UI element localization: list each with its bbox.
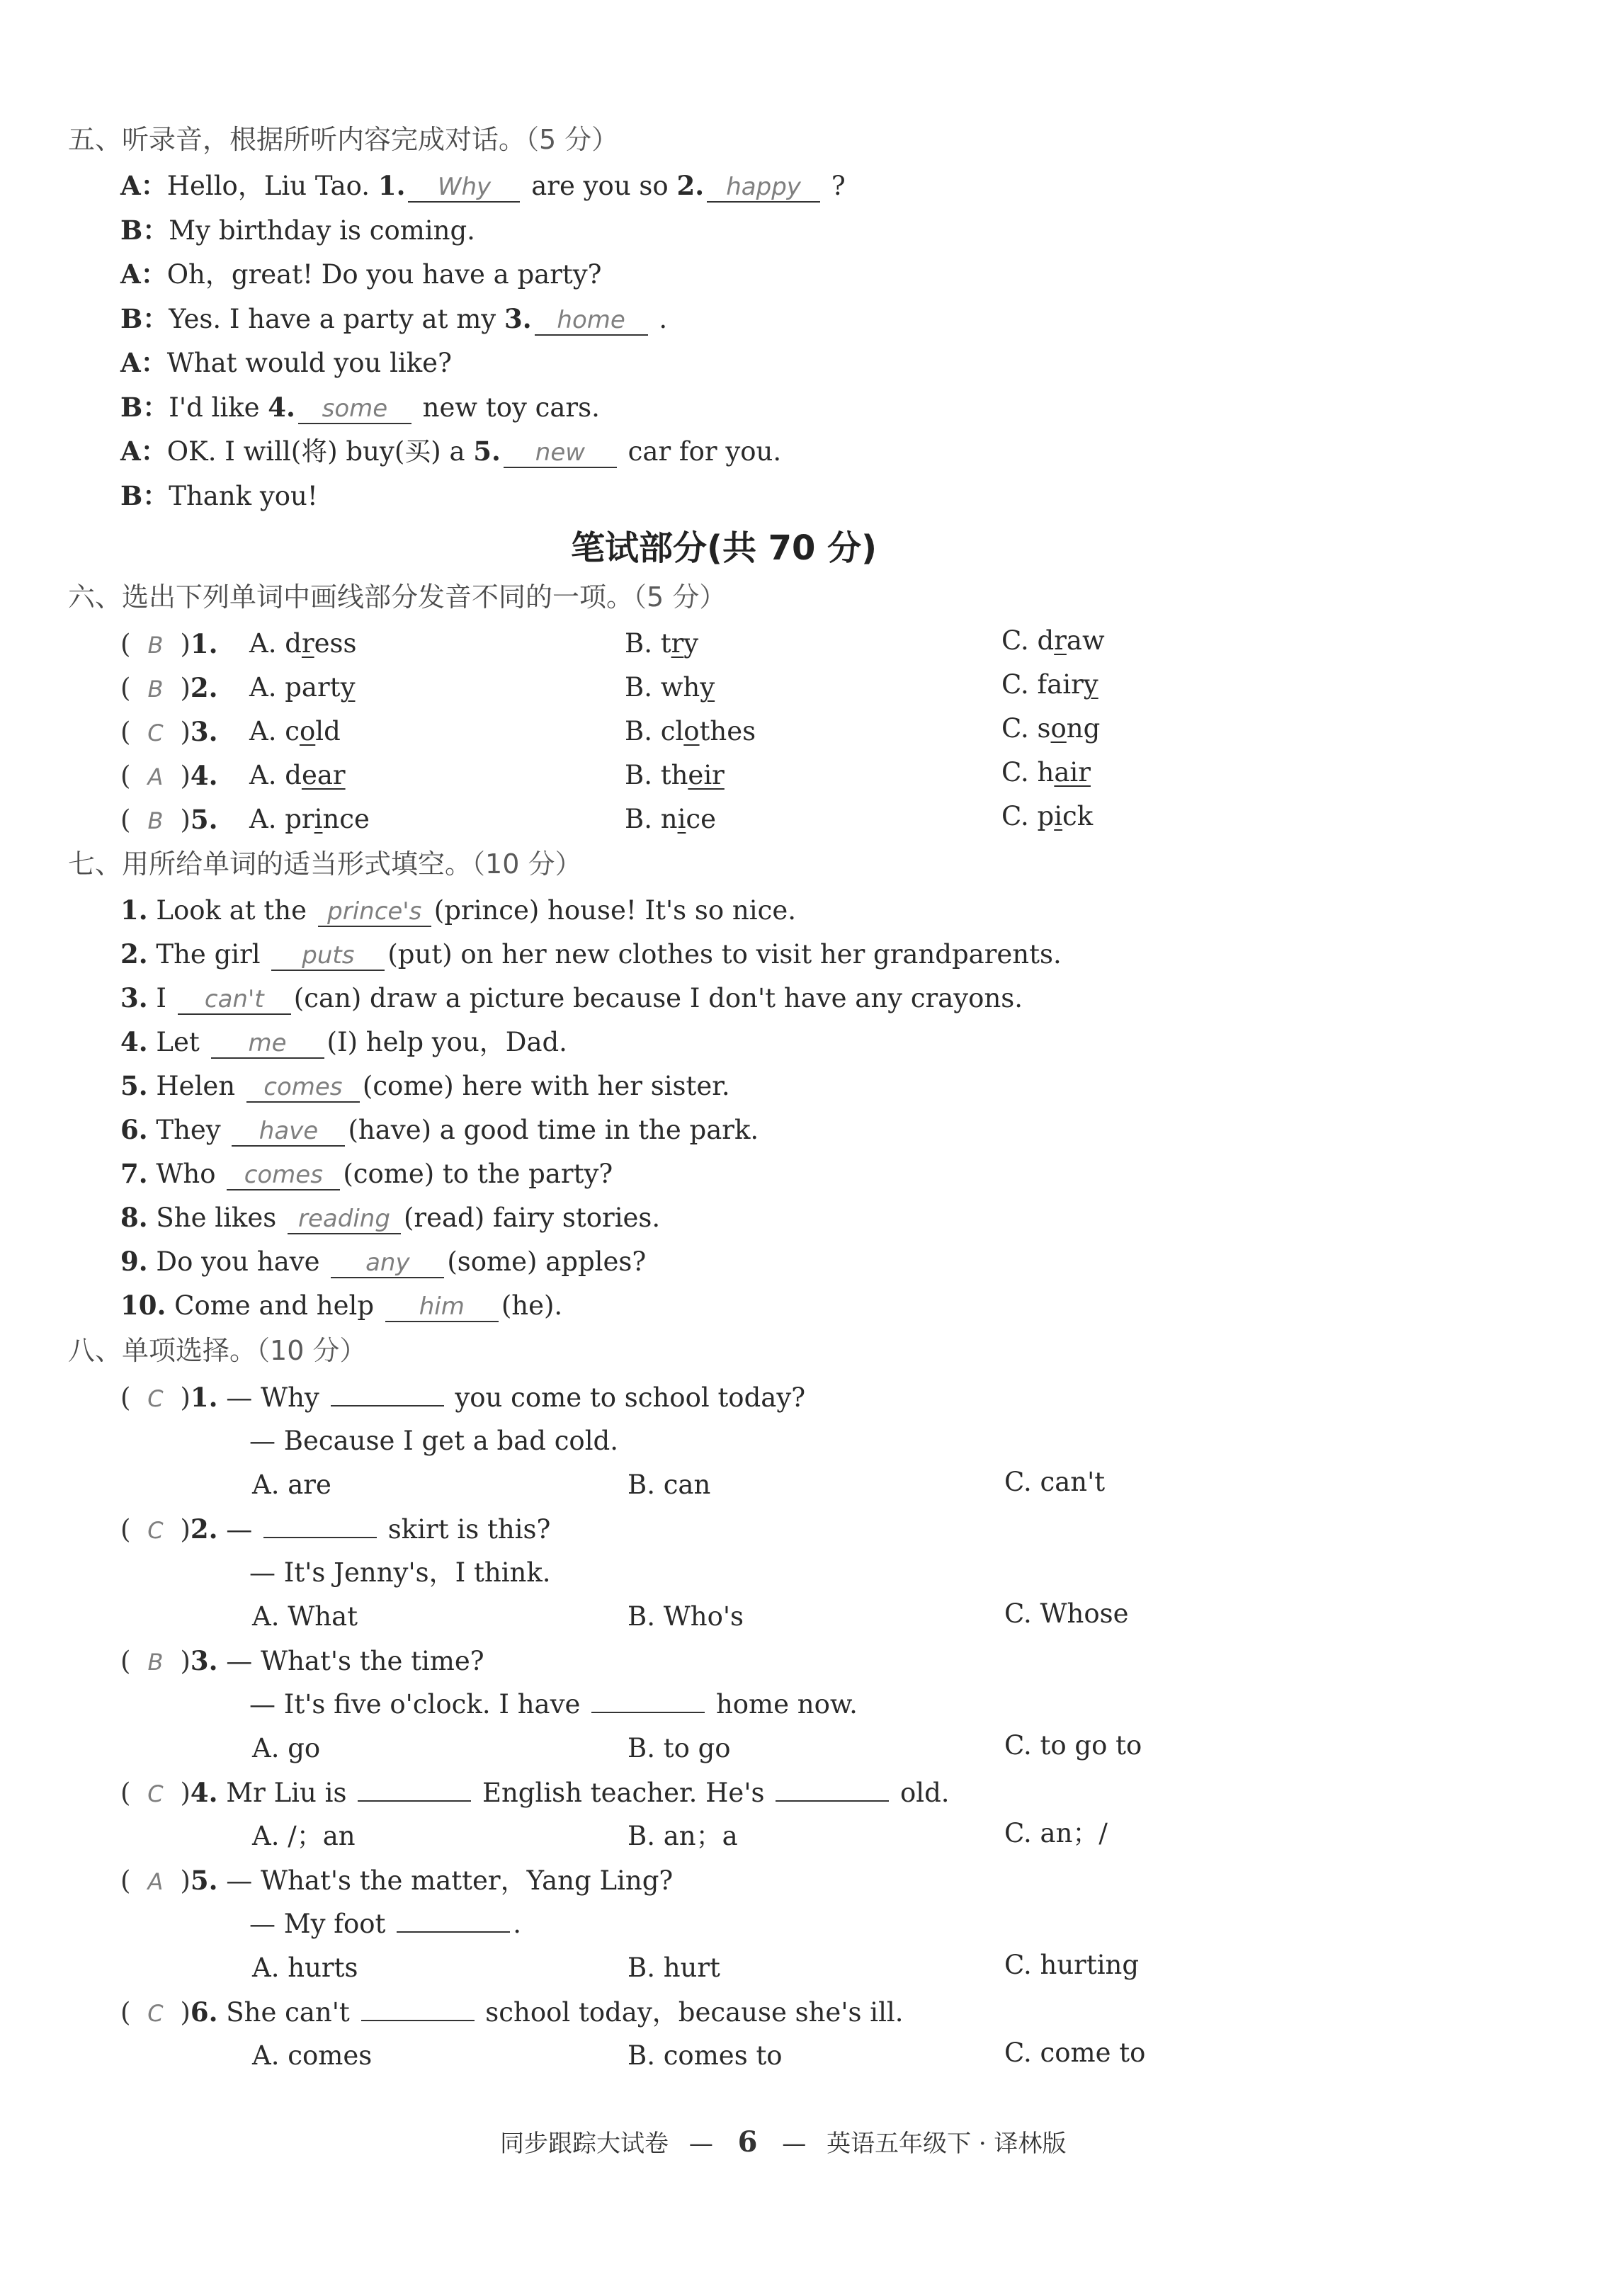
option-c[interactable]: C. Whose	[1004, 1598, 1129, 1629]
option-a: A. prince	[249, 804, 370, 834]
dialogue-text: I'd like	[169, 392, 268, 423]
option-b[interactable]: B. Who's	[628, 1601, 744, 1632]
option-a[interactable]: A. hurts	[252, 1953, 358, 1983]
option-a[interactable]: A. What	[252, 1601, 358, 1632]
speaker-label: B：	[120, 303, 169, 334]
answer-blank[interactable]	[361, 2020, 475, 2021]
option-b: B. their	[625, 760, 725, 790]
dialogue-text: Oh，great! Do you have a party?	[166, 259, 602, 290]
speaker-label: B：	[120, 392, 169, 423]
mc-question: ( B )3. — What's the time?	[120, 1643, 484, 1680]
answer-paren[interactable]: ( A )	[120, 761, 191, 791]
blank-number: 2.	[676, 170, 705, 201]
item-number: 4.	[190, 760, 218, 791]
speaker-label: A：	[120, 258, 167, 290]
fill-item: 5. Helen comes (come) here with her sister.	[120, 1070, 730, 1101]
answer-text: home	[557, 306, 625, 334]
option-c: C. pick	[1001, 801, 1094, 831]
option-a: A. cold	[249, 716, 341, 746]
mc-question-line: — It's Jenny's，I think.	[249, 1557, 551, 1588]
dialogue-line	[120, 212, 475, 249]
answer-text: happy	[726, 173, 801, 201]
option-b: B. clothes	[625, 716, 756, 746]
answer-blank[interactable]	[408, 172, 520, 203]
dialogue-text: .	[650, 304, 668, 334]
answer-blank[interactable]: puts	[271, 940, 385, 971]
dialogue-text: ?	[823, 171, 846, 201]
page-number: 6	[737, 2125, 758, 2159]
dialogue-line	[120, 345, 452, 381]
answer-blank[interactable]	[358, 1800, 471, 1802]
option-c: C. draw	[1001, 625, 1105, 656]
answer-blank[interactable]: any	[331, 1248, 444, 1278]
option-c[interactable]: C. can't	[1004, 1467, 1106, 1497]
answer-text: B	[147, 676, 164, 703]
speaker-label: A：	[120, 436, 167, 467]
item-number: 1.	[190, 628, 218, 659]
answer-blank[interactable]	[331, 1405, 444, 1406]
answer-paren[interactable]: ( C )	[120, 1382, 191, 1413]
answer-text: some	[322, 394, 388, 423]
option-b: B. why	[625, 672, 715, 703]
answer-paren[interactable]: ( B )	[120, 673, 191, 703]
answer-paren[interactable]: ( B )	[120, 805, 191, 835]
answer-blank[interactable]	[298, 394, 411, 424]
answer-paren[interactable]: ( C )	[120, 1997, 191, 2028]
mc-question: ( C )2. — skirt is this?	[120, 1511, 550, 1548]
answer-text: C	[147, 2000, 164, 2027]
option-c[interactable]: C. to go to	[1004, 1730, 1142, 1761]
speaker-label: A：	[120, 347, 167, 378]
mc-question: ( C )4. Mr Liu is English teacher. He's old.	[120, 1775, 950, 1812]
answer-blank[interactable]: can't	[178, 984, 291, 1015]
option-c: C. song	[1001, 713, 1101, 744]
answer-text: C	[147, 1780, 164, 1807]
fill-item: 1. Look at the prince's (prince) house! It's so nice.	[120, 894, 796, 926]
speaker-label: B：	[120, 480, 169, 511]
section-points: （10 分）	[472, 848, 582, 880]
section-heading-text: 八、单项选择。	[68, 1335, 257, 1366]
section-5-heading	[68, 122, 618, 157]
written-part-title: 笔试部分(共 70 分)	[571, 528, 878, 568]
phonics-item	[120, 802, 1183, 839]
dialogue-line	[120, 478, 318, 514]
dialogue-line	[120, 433, 781, 470]
mc-question-line: — It's five o'clock. I have home now.	[249, 1689, 858, 1720]
section-heading-text: 五、听录音，根据所听内容完成对话。	[68, 124, 526, 155]
answer-text: Why	[437, 173, 492, 201]
mc-question: ( A )5. — What's the matter，Yang Ling?	[120, 1863, 673, 1899]
fill-item: 10. Come and help him (he).	[120, 1290, 563, 1321]
dialogue-text: OK. I will(将) buy(买) a	[166, 436, 474, 467]
answer-blank[interactable]: reading	[288, 1204, 401, 1234]
answer-text: C	[147, 1517, 164, 1544]
section-heading-text: 六、选出下列单词中画线部分发音不同的一项。	[68, 581, 634, 613]
dialogue-text: are you so	[523, 171, 677, 201]
option-c[interactable]: C. an；/	[1004, 1818, 1108, 1848]
section-7-heading	[68, 846, 581, 882]
mc-question-line: — My foot .	[249, 1909, 521, 1939]
dialogue-text: My birthday is coming.	[169, 215, 475, 246]
fill-item: 8. She likes reading (read) fairy stories.	[120, 1202, 661, 1233]
dialogue-text: What would you like?	[166, 348, 452, 378]
item-number: 5.	[190, 804, 218, 835]
phonics-item	[120, 714, 1183, 751]
option-b: B. try	[625, 628, 699, 659]
answer-blank[interactable]	[707, 172, 820, 203]
answer-blank[interactable]	[263, 1537, 377, 1538]
answer-blank[interactable]: comes	[246, 1072, 360, 1103]
answer-paren[interactable]: ( C )	[120, 717, 191, 747]
option-a: A. dress	[249, 628, 357, 659]
fill-item: 7. Who comes (come) to the party?	[120, 1158, 613, 1189]
section-points: （5 分）	[526, 124, 619, 155]
answer-text: B	[147, 807, 164, 834]
option-c[interactable]: C. hurting	[1004, 1950, 1140, 1980]
dialogue-line	[120, 256, 602, 292]
section-6-heading	[68, 579, 726, 615]
footer-book-title: 英语五年级下 · 译林版	[827, 2130, 1067, 2158]
section-8-heading	[68, 1333, 366, 1368]
answer-blank[interactable]	[397, 1931, 510, 1933]
option-a[interactable]: A. are	[252, 1470, 331, 1500]
speaker-label: A：	[120, 170, 167, 201]
dialogue-text: new toy cars.	[414, 392, 600, 423]
item-number: 3.	[190, 716, 218, 747]
section-points: （5 分）	[633, 581, 727, 613]
option-a: A. party	[249, 672, 356, 703]
answer-text: new	[535, 438, 586, 467]
answer-text: A	[147, 1868, 164, 1895]
blank-number: 1.	[377, 170, 406, 201]
mc-question: ( C )6. She can't school today，because she's ill.	[120, 1994, 904, 2031]
fill-item: 4. Let me (I) help you，Dad.	[120, 1026, 567, 1057]
answer-blank[interactable]: prince's	[318, 897, 431, 927]
answer-blank[interactable]	[591, 1712, 705, 1713]
answer-blank[interactable]: him	[385, 1292, 499, 1322]
answer-text: C	[147, 720, 164, 746]
answer-text: A	[147, 763, 164, 790]
answer-paren[interactable]: ( B )	[120, 1646, 191, 1676]
page-footer	[500, 2125, 1067, 2161]
option-c: C. hair	[1001, 757, 1091, 788]
answer-blank[interactable]	[535, 305, 648, 336]
phonics-item	[120, 670, 1183, 707]
mc-question: ( C )1. — Why you come to school today?	[120, 1380, 805, 1416]
dialogue-text: Hello，Liu Tao.	[166, 171, 378, 201]
blank-number: 4.	[268, 392, 295, 423]
footer-dash: —	[782, 2130, 807, 2158]
option-c[interactable]: C. come to	[1004, 2038, 1146, 2068]
option-a[interactable]: A. go	[252, 1733, 321, 1763]
section-points: （10 分）	[256, 1335, 367, 1366]
answer-paren[interactable]: ( B )	[120, 629, 191, 659]
option-a[interactable]: A. /；an	[252, 1821, 356, 1851]
answer-text: C	[147, 1385, 164, 1412]
answer-blank[interactable]: comes	[227, 1160, 340, 1190]
answer-text: B	[147, 632, 164, 659]
option-c: C. fairy	[1001, 669, 1098, 700]
answer-paren[interactable]: ( C )	[120, 1778, 191, 1808]
section-heading-text: 七、用所给单词的适当形式填空。	[68, 848, 472, 880]
fill-item: 2. The girl puts (put) on her new clothes to visit her grandparents.	[120, 938, 1062, 970]
mc-question-line: — Because I get a bad cold.	[249, 1426, 618, 1456]
fill-item: 3. I can't (can) draw a picture because I don't have any crayons.	[120, 982, 1023, 1013]
blank-number: 5.	[473, 436, 501, 467]
dialogue-line	[120, 168, 846, 204]
option-b[interactable]: B. to go	[628, 1733, 731, 1763]
phonics-item	[120, 758, 1183, 795]
dialogue-text: Yes. I have a party at my	[169, 304, 504, 334]
option-b: B. nice	[625, 804, 717, 834]
fill-item: 9. Do you have any (some) apples?	[120, 1246, 647, 1277]
footer-dash: —	[688, 2130, 713, 2158]
speaker-label: B：	[120, 215, 169, 246]
phonics-item	[120, 626, 1183, 663]
answer-text: B	[147, 1649, 164, 1676]
answer-blank[interactable]	[504, 438, 617, 468]
dialogue-line	[120, 390, 600, 426]
answer-blank[interactable]: me	[211, 1028, 324, 1059]
dialogue-text: Thank you!	[169, 481, 318, 511]
answer-paren[interactable]: ( A )	[120, 1865, 191, 1896]
dialogue-line	[120, 301, 667, 337]
option-b[interactable]: B. comes to	[628, 2040, 783, 2071]
dialogue-text: car for you.	[619, 436, 782, 467]
option-b[interactable]: B. can	[628, 1470, 711, 1500]
option-a: A. dear	[249, 760, 346, 790]
answer-blank[interactable]: have	[232, 1116, 345, 1147]
fill-item: 6. They have (have) a good time in the park.	[120, 1114, 759, 1145]
option-b[interactable]: B. hurt	[628, 1953, 720, 1983]
blank-number: 3.	[504, 303, 532, 334]
option-a[interactable]: A. comes	[252, 2040, 373, 2071]
answer-blank[interactable]	[776, 1800, 889, 1802]
item-number: 2.	[190, 672, 218, 703]
option-b[interactable]: B. an；a	[628, 1821, 738, 1851]
answer-paren[interactable]: ( C )	[120, 1514, 191, 1545]
footer-series-title: 同步跟踪大试卷	[500, 2130, 669, 2158]
